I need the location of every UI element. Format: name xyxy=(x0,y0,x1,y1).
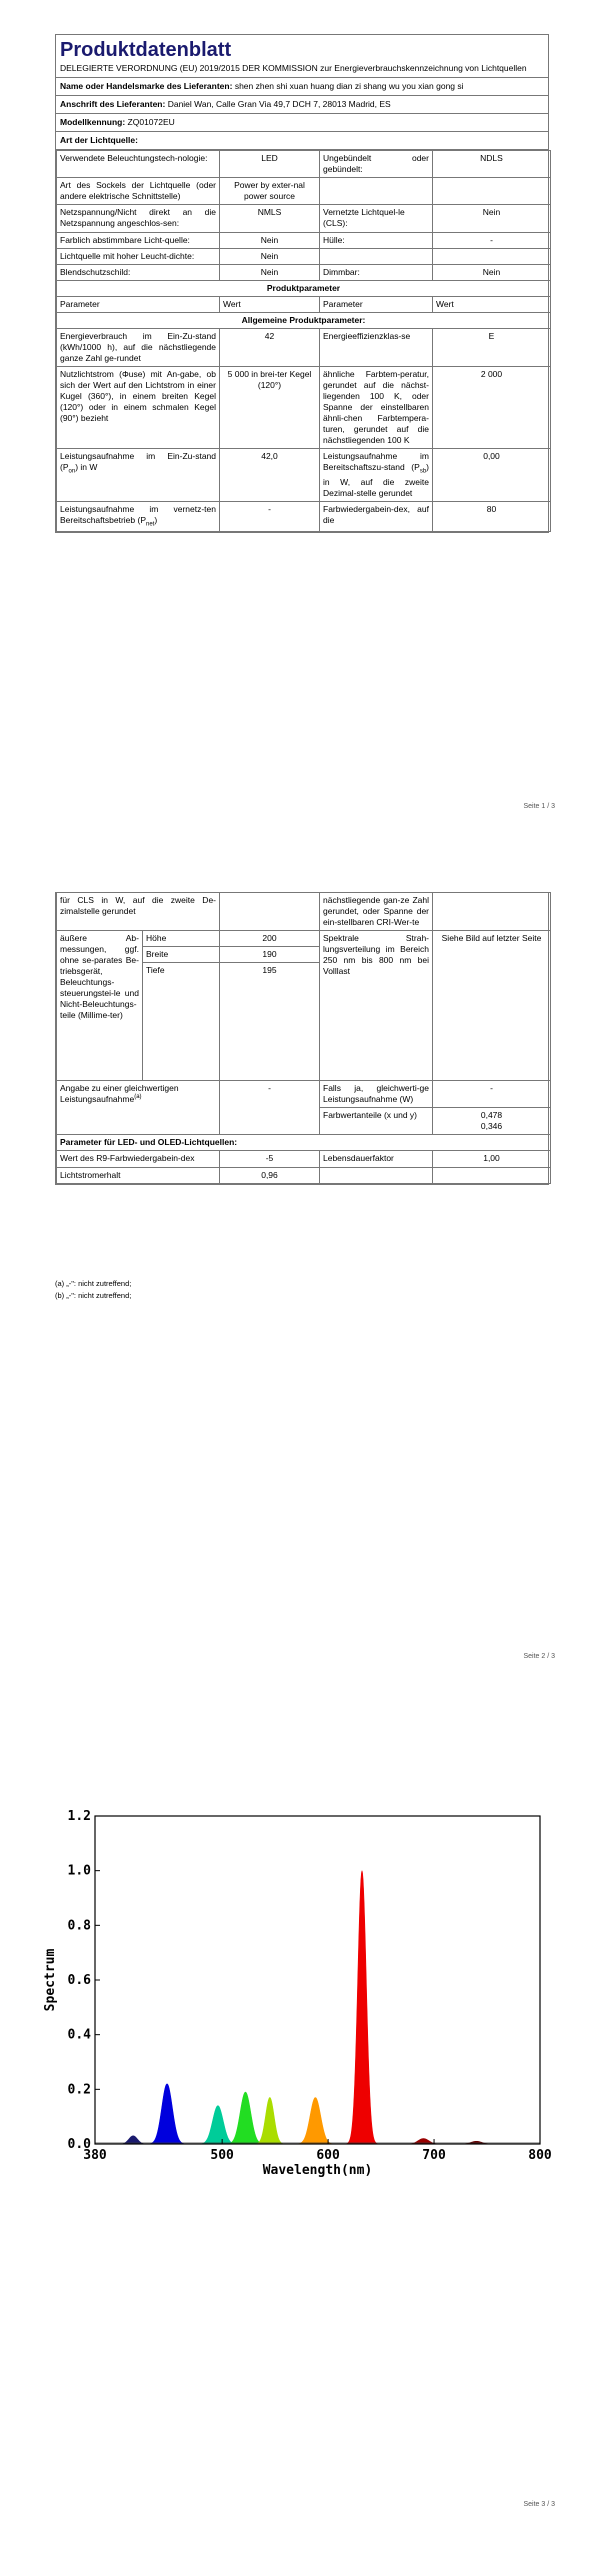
column-header: Parameter xyxy=(57,296,220,312)
page-1 xyxy=(0,0,603,852)
row-value: Nein xyxy=(433,264,551,280)
row-value xyxy=(433,178,551,205)
footnote-text: „-": nicht zutreffend; xyxy=(66,1279,132,1288)
row-label: Ungebündelt oder gebündelt: xyxy=(320,151,433,178)
row-value: -5 xyxy=(220,1151,320,1167)
row-label: Blendschutzschild: xyxy=(57,264,220,280)
footnotes xyxy=(55,1278,131,1302)
row-value: - xyxy=(220,501,320,532)
led-section: Parameter für LED- und OLED-Lichtquellen: xyxy=(57,1135,551,1151)
row-label: Energieeffizienzklas-se xyxy=(320,328,433,366)
table-row xyxy=(57,1135,551,1151)
row-value: 1,00 xyxy=(433,1151,551,1167)
supplier-name-line xyxy=(56,78,548,96)
depth-label: Tiefe xyxy=(143,963,220,1081)
row-value: Power by exter-nal power source xyxy=(220,178,320,205)
row-label: Nutzlichtstrom (Φuse) mit An-gabe, ob sich der Wert auf den Lichtstrom in einer Kugel (360°), in einem breiten Kegel (120°) oder in einem schmalen Kegel (90°) bezieht xyxy=(57,366,220,448)
table-row xyxy=(57,264,551,280)
model-label: Modellkennung: xyxy=(60,117,126,128)
params-table-continued xyxy=(56,892,551,1184)
row-value: 0,00 xyxy=(433,449,551,502)
model-line xyxy=(56,114,548,132)
y-tick-label: 1.0 xyxy=(67,1863,91,1879)
y-tick-label: 1.2 xyxy=(67,1809,91,1824)
page-number: Seite 1 / 3 xyxy=(523,803,555,810)
table-row xyxy=(57,205,551,232)
table-row xyxy=(57,366,551,448)
footnote-text: „-": nicht zutreffend; xyxy=(66,1291,132,1300)
row-label: ähnliche Farbtem-peratur, gerundet auf die nächst-liegenden 100 K, oder Spanne der einstellbaren ähnli-chen Farbtempera-turen, gerundet auf die nächstliegenden 100 K xyxy=(320,366,433,448)
row-label: Verwendete Beleuchtungstech-nologie: xyxy=(57,151,220,178)
width-value: 190 xyxy=(220,947,320,963)
page-3 xyxy=(0,1704,603,2560)
table-row xyxy=(57,501,551,532)
supplier-name-value: shen zhen shi xuan huang dian zi shang wu you xian gong si xyxy=(234,81,464,92)
row-label xyxy=(57,1081,220,1135)
row-value: Nein xyxy=(220,264,320,280)
table-row xyxy=(57,151,551,178)
row-value: 0,96 xyxy=(220,1167,320,1183)
spectrum-peak xyxy=(253,2098,287,2144)
footnote-mark: (b) xyxy=(55,1291,65,1300)
row-label: Farbwertanteile (x und y) xyxy=(320,1108,433,1135)
spectral-value: Siehe Bild auf letzter Seite xyxy=(433,931,551,1081)
equivalent-power-label: Angabe zu einer gleichwertigen Leistungsaufnahme xyxy=(60,1083,179,1105)
table-row xyxy=(57,931,551,947)
table-row xyxy=(57,1151,551,1167)
row-label: Vernetzte Lichtquel-le (CLS): xyxy=(320,205,433,232)
height-label: Höhe xyxy=(143,931,220,947)
table-row xyxy=(57,893,551,931)
y-tick-label: 0.8 xyxy=(67,1918,91,1934)
spectral-label: Spektrale Strah-lungsverteilung im Bereich 250 nm bis 800 nm bei Volllast xyxy=(320,931,433,1081)
table-row xyxy=(57,312,551,328)
row-value: - xyxy=(433,232,551,248)
x-tick-label: 380 xyxy=(83,2148,107,2163)
x-axis-label: Wavelength(nm) xyxy=(262,2163,373,2178)
row-value: 42 xyxy=(220,328,320,366)
page-number: Seite 2 / 3 xyxy=(523,1653,555,1660)
row-label: Dimmbar: xyxy=(320,264,433,280)
spectrum-chart xyxy=(40,1804,560,2204)
row-value: - xyxy=(220,1081,320,1135)
x-tick-label: 700 xyxy=(422,2148,446,2163)
row-value: 5 000 in brei-ter Kegel (120°) xyxy=(220,366,320,448)
row-value: 80 xyxy=(433,501,551,532)
footnote xyxy=(55,1278,131,1290)
product-datasheet-continued xyxy=(55,892,549,1185)
table-row xyxy=(57,178,551,205)
row-label: Leistungsaufnahme im Ein-Zu-stand $(P_{on})$ in W xyxy=(57,449,220,502)
row-label: Leistungsaufnahme im Bereitschaftszu-stand $(P_{sb})$ in W, auf die zweite Dezimal-stelle gerundet xyxy=(320,449,433,502)
table-row xyxy=(57,449,551,502)
model-value: ZQ01072EU xyxy=(127,117,175,128)
row-label xyxy=(320,178,433,205)
row-value: Nein xyxy=(220,248,320,264)
row-label xyxy=(320,1167,433,1183)
spectrum-peak xyxy=(146,2084,188,2144)
regulation-text: DELEGIERTE VERORDNUNG (EU) 2019/2015 DER KOMMISSION zur Energieverbrauchskennzeichnung von Lichtquellen xyxy=(56,63,548,78)
row-label: für CLS in W, auf die zweite De-zimalstelle gerundet xyxy=(57,893,220,931)
row-value: Nein xyxy=(433,205,551,232)
footnote-mark: (a) xyxy=(55,1279,65,1288)
row-label: Netzspannung/Nicht direkt an die Netzspannung angeschlos-sen: xyxy=(57,205,220,232)
page-2 xyxy=(0,852,603,1704)
row-value: 42,0 xyxy=(220,449,320,502)
footnote xyxy=(55,1290,131,1302)
row-label: Wert des R9-Farbwiedergabein-dex xyxy=(57,1151,220,1167)
row-value: 2 000 xyxy=(433,366,551,448)
row-label: nächstliegende gan-ze Zahl gerundet, oder Spanne der ein-stellbaren CRI-Wer-te xyxy=(320,893,433,931)
width-label: Breite xyxy=(143,947,220,963)
y-axis-label: Spectrum xyxy=(43,1948,58,2012)
y-tick-label: 0.0 xyxy=(67,2137,91,2152)
row-value xyxy=(433,248,551,264)
spectrum-peak xyxy=(224,2092,266,2144)
page-number: Seite 3 / 3 xyxy=(523,2501,555,2508)
row-value: NMLS xyxy=(220,205,320,232)
row-label: Art des Sockels der Lichtquelle (oder andere elektrische Schnittstelle) xyxy=(57,178,220,205)
dimensions-label: äußere Ab-messungen, ggf. ohne se-parates Be-triebsgerät, Beleuchtungs-steuerungstei-le und Nicht-Beleuchtungs-teile (Millime-ter) xyxy=(57,931,143,1081)
row-value xyxy=(433,1167,551,1183)
row-value: NDLS xyxy=(433,151,551,178)
supplier-address-label: Anschrift des Lieferanten: xyxy=(60,99,166,110)
x-tick-label: 600 xyxy=(316,2148,340,2163)
product-datasheet xyxy=(55,34,549,533)
supplier-address-value: Daniel Wan, Calle Gran Via 49,7 DCH 7, 28013 Madrid, ES xyxy=(167,99,391,110)
table-row xyxy=(57,1167,551,1183)
table-row xyxy=(57,248,551,264)
spectrum-peak xyxy=(345,1871,379,2144)
row-label: Hülle: xyxy=(320,232,433,248)
y-tick-label: 0.4 xyxy=(67,2027,91,2043)
footnote-mark: (a) xyxy=(134,1094,142,1101)
table-row xyxy=(57,328,551,366)
row-label: Farblich abstimmbare Licht-quelle: xyxy=(57,232,220,248)
row-label: Energieverbrauch im Ein-Zu-stand (kWh/1000 h), auf die nächstliegende ganze Zahl ge-rundet xyxy=(57,328,220,366)
row-value: Nein xyxy=(220,232,320,248)
general-params-band: Allgemeine Produktparameter: xyxy=(57,312,551,328)
height-value: 200 xyxy=(220,931,320,947)
row-label: Lichtstromerhalt xyxy=(57,1167,220,1183)
depth-value: 195 xyxy=(220,963,320,1081)
row-value xyxy=(433,1108,551,1135)
product-params-band: Produktparameter xyxy=(57,280,551,296)
table-row xyxy=(57,1081,551,1108)
row-label: Leistungsaufnahme im vernetz-ten Bereitschaftsbetrieb $(P_{net})$ xyxy=(57,501,220,532)
table-row xyxy=(57,280,551,296)
row-label xyxy=(320,248,433,264)
row-value: LED xyxy=(220,151,320,178)
lightsource-table xyxy=(56,150,551,532)
lightsource-section: Art der Lichtquelle: xyxy=(56,132,548,150)
row-label: Lichtquelle mit hoher Leucht-dichte: xyxy=(57,248,220,264)
y-tick-label: 0.2 xyxy=(67,2082,91,2098)
row-value xyxy=(433,893,551,931)
row-value: E xyxy=(433,328,551,366)
chromaticity-y: 0,346 xyxy=(480,1121,503,1132)
row-label: Falls ja, gleichwerti-ge Leistungsaufnahme (W) xyxy=(320,1081,433,1108)
supplier-name-label: Name oder Handelsmarke des Lieferanten: xyxy=(60,81,233,92)
page-title: Produktdatenblatt xyxy=(60,39,232,61)
column-header: Wert xyxy=(433,296,551,312)
row-label: Farbwiedergabein-dex, auf die xyxy=(320,501,433,532)
supplier-address-line xyxy=(56,96,548,114)
table-header-row xyxy=(57,296,551,312)
x-tick-label: 800 xyxy=(528,2148,552,2163)
x-tick-label: 500 xyxy=(210,2148,234,2163)
table-row xyxy=(57,232,551,248)
y-tick-label: 0.6 xyxy=(67,1973,91,1988)
spectrum-peak xyxy=(197,2106,239,2144)
chromaticity-x: 0,478 xyxy=(480,1110,503,1121)
row-value: - xyxy=(433,1081,551,1108)
row-label: Lebensdauerfaktor xyxy=(320,1151,433,1167)
spectrum-peak xyxy=(294,2098,336,2144)
column-header: Parameter xyxy=(320,296,433,312)
row-value xyxy=(220,893,320,931)
column-header: Wert xyxy=(220,296,320,312)
plot-frame xyxy=(95,1816,540,2144)
